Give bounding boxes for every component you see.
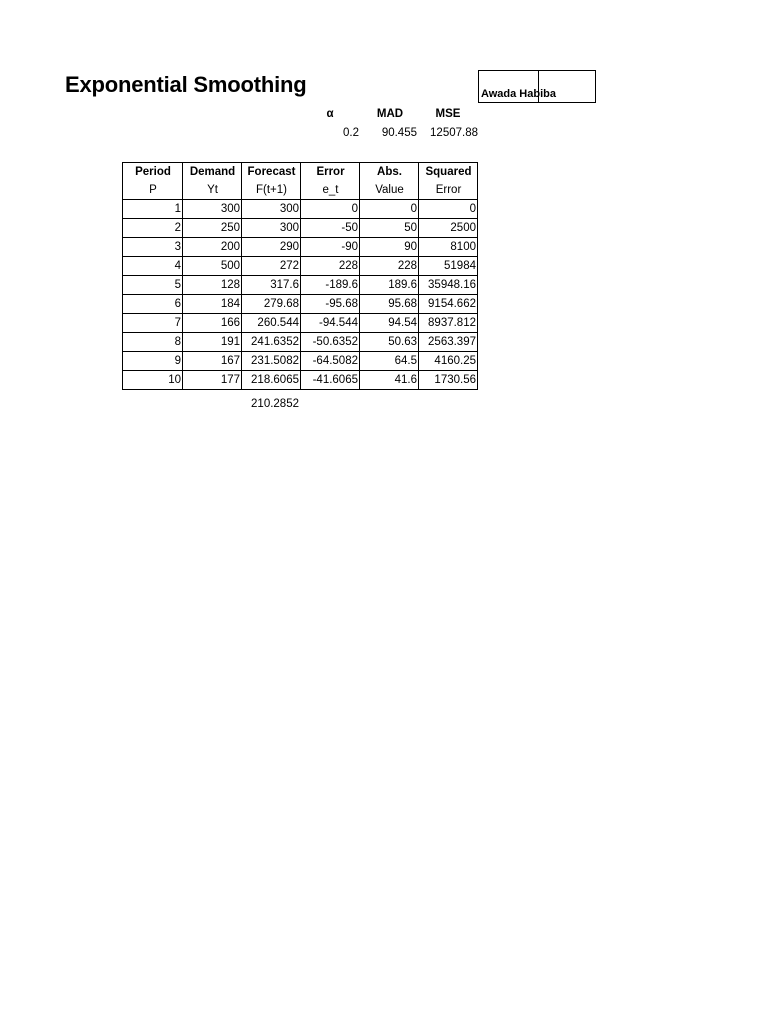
header-row-1 (123, 163, 478, 182)
cell-demand[interactable]: 184 (183, 295, 242, 314)
header-forecast[interactable]: Forecast (242, 163, 301, 182)
cell-period[interactable]: 9 (123, 352, 183, 371)
cell-squared-error[interactable]: 2500 (419, 219, 478, 238)
cell-forecast[interactable]: 231.5082 (242, 352, 301, 371)
cell-error[interactable]: -189.6 (301, 276, 360, 295)
cell-squared-error[interactable]: 35948.16 (419, 276, 478, 295)
cell-error[interactable]: -94.544 (301, 314, 360, 333)
cell-demand[interactable]: 191 (183, 333, 242, 352)
header-yt[interactable]: Yt (183, 181, 242, 200)
alpha-label: α (326, 108, 334, 120)
cell-demand[interactable]: 166 (183, 314, 242, 333)
header-row-2 (123, 181, 478, 200)
header-squared[interactable]: Squared (419, 163, 478, 182)
sheet-title: Exponential Smoothing (65, 72, 307, 97)
table-row (123, 276, 478, 295)
cell-squared-error[interactable]: 1730.56 (419, 371, 478, 390)
table-row (123, 352, 478, 371)
mse-value[interactable]: 12507.88 (430, 127, 478, 139)
cell-period[interactable]: 8 (123, 333, 183, 352)
table-row (123, 371, 478, 390)
header-error2[interactable]: Error (419, 181, 478, 200)
cell-forecast[interactable]: 300 (242, 200, 301, 219)
cell-error[interactable]: -41.6065 (301, 371, 360, 390)
mse-label: MSE (435, 108, 461, 120)
cell-abs-value[interactable]: 94.54 (360, 314, 419, 333)
cell-error[interactable]: 228 (301, 257, 360, 276)
cell-abs-value[interactable]: 41.6 (360, 371, 419, 390)
cell-error[interactable]: -50.6352 (301, 333, 360, 352)
cell-abs-value[interactable]: 50.63 (360, 333, 419, 352)
cell-period[interactable]: 1 (123, 200, 183, 219)
author-name: Awada Habiba (481, 88, 556, 100)
header-value[interactable]: Value (360, 181, 419, 200)
cell-error[interactable]: -50 (301, 219, 360, 238)
cell-period[interactable]: 5 (123, 276, 183, 295)
author-name-cell[interactable] (478, 70, 596, 103)
cell-abs-value[interactable]: 95.68 (360, 295, 419, 314)
cell-demand[interactable]: 300 (183, 200, 242, 219)
cell-abs-value[interactable]: 64.5 (360, 352, 419, 371)
cell-demand[interactable]: 167 (183, 352, 242, 371)
next-forecast-cell[interactable]: 210.2852 (251, 398, 299, 410)
header-error[interactable]: Error (301, 163, 360, 182)
cell-demand[interactable]: 250 (183, 219, 242, 238)
table-row (123, 314, 478, 333)
cell-squared-error[interactable]: 4160.25 (419, 352, 478, 371)
smoothing-table (122, 162, 478, 390)
table-row (123, 333, 478, 352)
cell-forecast[interactable]: 290 (242, 238, 301, 257)
cell-demand[interactable]: 500 (183, 257, 242, 276)
table-row (123, 219, 478, 238)
table-row (123, 238, 478, 257)
header-p[interactable]: P (123, 181, 183, 200)
mad-label: MAD (376, 108, 404, 120)
cell-period[interactable]: 3 (123, 238, 183, 257)
header-ft1[interactable]: F(t+1) (242, 181, 301, 200)
cell-forecast[interactable]: 317.6 (242, 276, 301, 295)
header-et[interactable]: e_t (301, 181, 360, 200)
cell-abs-value[interactable]: 50 (360, 219, 419, 238)
cell-period[interactable]: 2 (123, 219, 183, 238)
cell-squared-error[interactable]: 0 (419, 200, 478, 219)
cell-demand[interactable]: 128 (183, 276, 242, 295)
table-row (123, 257, 478, 276)
cell-abs-value[interactable]: 228 (360, 257, 419, 276)
cell-forecast[interactable]: 272 (242, 257, 301, 276)
cell-demand[interactable]: 200 (183, 238, 242, 257)
cell-squared-error[interactable]: 8100 (419, 238, 478, 257)
cell-error[interactable]: -90 (301, 238, 360, 257)
cell-forecast[interactable]: 260.544 (242, 314, 301, 333)
cell-squared-error[interactable]: 9154.662 (419, 295, 478, 314)
cell-error[interactable]: -95.68 (301, 295, 360, 314)
cell-period[interactable]: 10 (123, 371, 183, 390)
cell-squared-error[interactable]: 51984 (419, 257, 478, 276)
cell-squared-error[interactable]: 2563.397 (419, 333, 478, 352)
cell-period[interactable]: 7 (123, 314, 183, 333)
cell-abs-value[interactable]: 0 (360, 200, 419, 219)
cell-error[interactable]: -64.5082 (301, 352, 360, 371)
cell-abs-value[interactable]: 189.6 (360, 276, 419, 295)
cell-period[interactable]: 4 (123, 257, 183, 276)
cell-squared-error[interactable]: 8937.812 (419, 314, 478, 333)
cell-abs-value[interactable]: 90 (360, 238, 419, 257)
alpha-value[interactable]: 0.2 (343, 127, 359, 139)
mad-value[interactable]: 90.455 (381, 127, 417, 139)
header-abs[interactable]: Abs. (360, 163, 419, 182)
table-row (123, 295, 478, 314)
cell-period[interactable]: 6 (123, 295, 183, 314)
table-row (123, 200, 478, 219)
cell-demand[interactable]: 177 (183, 371, 242, 390)
cell-forecast[interactable]: 241.6352 (242, 333, 301, 352)
header-period[interactable]: Period (123, 163, 183, 182)
cell-forecast[interactable]: 300 (242, 219, 301, 238)
cell-forecast[interactable]: 218.6065 (242, 371, 301, 390)
cell-error[interactable]: 0 (301, 200, 360, 219)
header-demand[interactable]: Demand (183, 163, 242, 182)
cell-forecast[interactable]: 279.68 (242, 295, 301, 314)
